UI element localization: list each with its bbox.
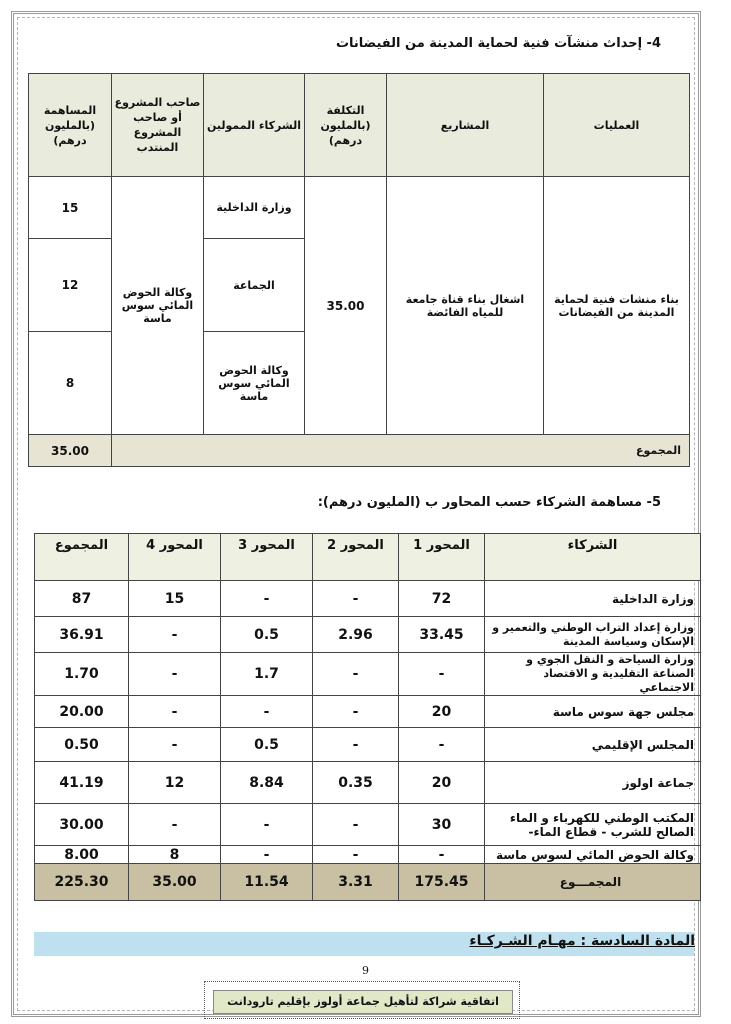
axis4-value: - [129, 804, 221, 846]
axis2-value: 2.96 [313, 617, 399, 653]
header-partners: الشركاء الممولين [204, 74, 305, 177]
header-contribution: المساهمة (بالمليون درهم) [29, 74, 112, 177]
total-row [35, 864, 701, 901]
table-row [35, 804, 701, 846]
axis2-value: - [313, 581, 399, 617]
partner-name: وزارة الداخلية [485, 581, 701, 617]
axis3-value: - [221, 696, 313, 728]
axis2-total: 3.31 [313, 864, 399, 901]
table-row [35, 617, 701, 653]
partner-cell: وزارة الداخلية [204, 177, 305, 239]
partner-name: جماعة اولوز [485, 762, 701, 804]
axis3-value: 1.7 [221, 653, 313, 696]
axis2-value: - [313, 804, 399, 846]
owner-cell: وكالة الحوض المائي سوس ماسة [112, 177, 204, 435]
axis2-value: - [313, 653, 399, 696]
total-value: 8.00 [35, 846, 129, 864]
table-row [29, 177, 690, 239]
grand-total: 225.30 [35, 864, 129, 901]
total-value: 87 [35, 581, 129, 617]
table-row [35, 846, 701, 864]
table-header-row [29, 74, 690, 177]
section5-title: 5- مساهمة الشركاء حسب المحاور ب (المليون درهم): [317, 495, 661, 510]
total-value: 41.19 [35, 762, 129, 804]
partner-name: وكالة الحوض المائي لسوس ماسة [485, 846, 701, 864]
total-row [29, 435, 690, 467]
partner-cell: الجماعة [204, 239, 305, 332]
axis4-value: - [129, 653, 221, 696]
axis3-value: - [221, 804, 313, 846]
axis2-value: 0.35 [313, 762, 399, 804]
total-value: 36.91 [35, 617, 129, 653]
article6-title: المادة السادسة : مهـام الشـركـاء [469, 933, 695, 949]
page-number: 9 [362, 964, 369, 977]
total-value: 20.00 [35, 696, 129, 728]
header-axis3: المحور 3 [221, 534, 313, 581]
axis1-value: 72 [399, 581, 485, 617]
axis4-value: 8 [129, 846, 221, 864]
header-partners: الشركاء [485, 534, 701, 581]
axis3-total: 11.54 [221, 864, 313, 901]
table-row [35, 762, 701, 804]
axis2-value: - [313, 696, 399, 728]
axis3-value: - [221, 581, 313, 617]
footer-text: اتفاقية شراكة لتأهيل جماعة أولوز بإقليم تارودانت [213, 990, 513, 1014]
axis4-value: - [129, 617, 221, 653]
total-label: المجموع [112, 435, 690, 467]
partner-name: المكتب الوطني للكهرباء و الماء الصالح للشرب - قطاع الماء- [485, 804, 701, 846]
axis1-total: 175.45 [399, 864, 485, 901]
table-row [35, 581, 701, 617]
partner-name: مجلس جهة سوس ماسة [485, 696, 701, 728]
axis4-value: - [129, 728, 221, 762]
partner-cell: وكالة الحوض المائي سوس ماسة [204, 332, 305, 435]
total-value: 0.50 [35, 728, 129, 762]
contribution-cell: 8 [29, 332, 112, 435]
project-cell: اشغال بناء قناة جامعة للمياه الفائضة [387, 177, 544, 435]
axis1-value: - [399, 728, 485, 762]
cost-cell: 35.00 [305, 177, 387, 435]
header-axis1: المحور 1 [399, 534, 485, 581]
axis2-value: - [313, 728, 399, 762]
axis3-value: 8.84 [221, 762, 313, 804]
axis3-value: 0.5 [221, 728, 313, 762]
axis1-value: 20 [399, 696, 485, 728]
header-axis4: المحور 4 [129, 534, 221, 581]
header-owner: صاحب المشروع أو صاحب المشروع المنتدب [112, 74, 204, 177]
table-header-row [35, 534, 701, 581]
header-cost: التكلفة (بالمليون درهم) [305, 74, 387, 177]
axis1-value: - [399, 846, 485, 864]
total-value: 30.00 [35, 804, 129, 846]
flood-protection-table [28, 73, 690, 467]
axis4-value: - [129, 696, 221, 728]
contribution-cell: 15 [29, 177, 112, 239]
partner-name: وزارة السياحة و النقل الجوي و الصناعة التقليدية و الاقتصاد الاجتماعي [485, 653, 701, 696]
header-axis2: المحور 2 [313, 534, 399, 581]
header-operations: العمليات [544, 74, 690, 177]
footer-box [204, 981, 520, 1019]
total-value: 35.00 [29, 435, 112, 467]
axis1-value: - [399, 653, 485, 696]
axis3-value: 0.5 [221, 617, 313, 653]
header-total: المجموع [35, 534, 129, 581]
table-row [35, 653, 701, 696]
table-row [35, 696, 701, 728]
operation-cell: بناء منشات فنية لحماية المدينة من الفيضانات [544, 177, 690, 435]
total-label: المجمـــوع [485, 864, 701, 901]
axis1-value: 30 [399, 804, 485, 846]
partner-name: المجلس الإقليمي [485, 728, 701, 762]
axis1-value: 20 [399, 762, 485, 804]
header-projects: المشاريع [387, 74, 544, 177]
contribution-cell: 12 [29, 239, 112, 332]
table-row [35, 728, 701, 762]
axis4-value: 12 [129, 762, 221, 804]
axis3-value: - [221, 846, 313, 864]
axis1-value: 33.45 [399, 617, 485, 653]
axis2-value: - [313, 846, 399, 864]
partner-name: وزارة إعداد التراب الوطني والتعمير و الإسكان وسياسة المدينة [485, 617, 701, 653]
axis4-total: 35.00 [129, 864, 221, 901]
partners-by-axis-table [34, 533, 701, 901]
total-value: 1.70 [35, 653, 129, 696]
axis4-value: 15 [129, 581, 221, 617]
section4-title: 4- إحداث منشآت فنية لحماية المدينة من الفيضانات [335, 36, 661, 51]
